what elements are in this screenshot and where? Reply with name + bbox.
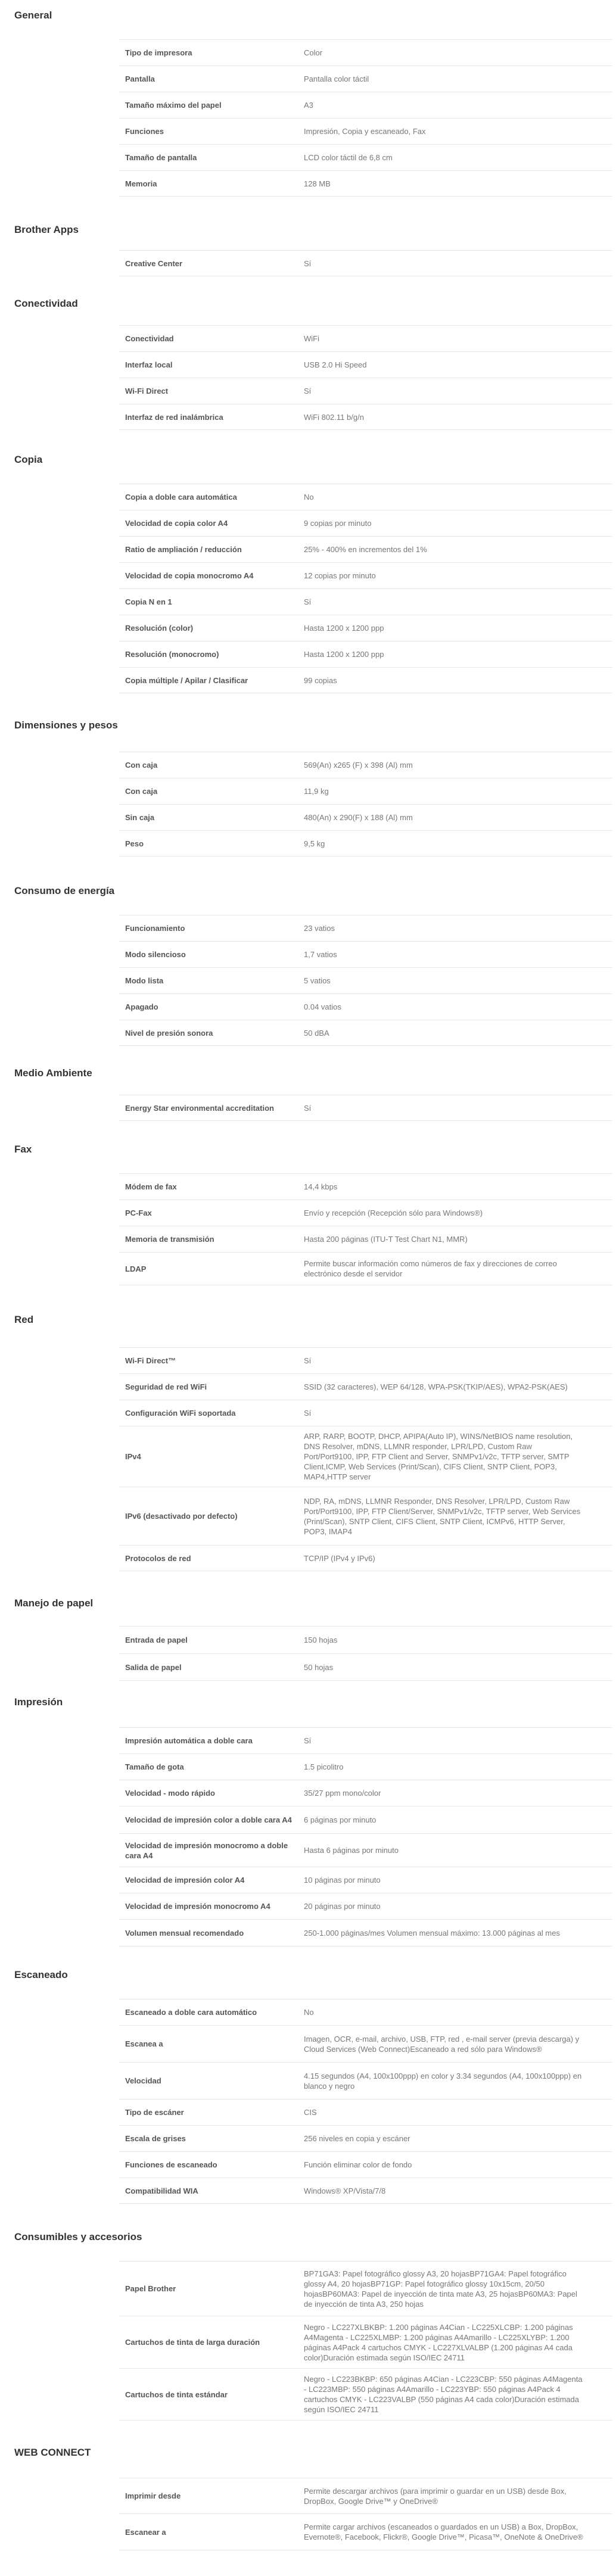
spec-row — [119, 1833, 612, 1867]
spec-value: 23 vatios — [304, 924, 335, 933]
spec-label: Salida de papel — [125, 1662, 182, 1672]
spec-value: Windows® XP/Vista/7/8 — [304, 2186, 386, 2195]
spec-label: Tamaño de gota — [125, 1762, 184, 1771]
spec-row — [119, 2099, 612, 2125]
spec-label: Funciones — [125, 127, 164, 136]
spec-value: 11,9 kg — [304, 787, 329, 796]
spec-row — [119, 250, 612, 276]
spec-row — [119, 830, 612, 856]
spec-label: Tamaño máximo del papel — [125, 101, 222, 110]
spec-row — [119, 1919, 612, 1946]
spec-value: Hasta 1200 x 1200 ppp — [304, 624, 384, 633]
spec-label: Modo lista — [125, 976, 164, 985]
spec-label: Entrada de papel — [125, 1636, 188, 1644]
spec-label: Seguridad de red WiFi — [125, 1382, 207, 1391]
spec-label: Resolución (monocromo) — [125, 650, 219, 659]
spec-row — [119, 2025, 612, 2062]
spec-value: Sí — [304, 1409, 312, 1418]
spec-row — [119, 1095, 612, 1121]
spec-label: Velocidad - modo rápido — [125, 1789, 215, 1798]
spec-label: Tipo de impresora — [125, 48, 192, 57]
section-title-dimensiones: Dimensiones y pesos — [14, 719, 118, 731]
spec-value: Sí — [304, 1356, 312, 1365]
section-title-escaneado: Escaneado — [14, 1969, 68, 1980]
spec-label: LDAP — [125, 1264, 147, 1273]
spec-label: Peso — [125, 839, 144, 848]
section-title-brother-apps: Brother Apps — [14, 224, 79, 235]
spec-value: Hasta 6 páginas por minuto — [304, 1846, 399, 1855]
spec-value: SSID (32 caracteres), WEP 64/128, WPA-PSK(TKIP/AES), WPA2-PSK(AES) — [304, 1382, 568, 1391]
spec-row — [119, 941, 612, 967]
spec-label: Interfaz local — [125, 360, 173, 369]
spec-label: Sin caja — [125, 813, 155, 822]
spec-row — [119, 351, 612, 378]
spec-label: Copia a doble cara automática — [125, 493, 237, 502]
spec-label: Creative Center — [125, 258, 183, 268]
spec-row — [119, 2151, 612, 2178]
section-title-fax: Fax — [14, 1144, 32, 1155]
spec-value: 14,4 kbps — [304, 1182, 338, 1191]
spec-row — [119, 92, 612, 118]
spec-label: Tamaño de pantalla — [125, 153, 197, 162]
spec-label: IPv4 — [125, 1452, 141, 1461]
spec-value: 9 copias por minuto — [304, 519, 372, 528]
spec-value: CIS — [304, 2108, 317, 2117]
spec-label: Memoria — [125, 179, 157, 188]
spec-label: Velocidad de impresión monocromo A4 — [125, 1902, 270, 1911]
spec-label: Con caja — [125, 761, 158, 770]
spec-value: Negro - LC223BKBP: 650 páginas A4Cian - LC223CBP: 550 páginas A4Magenta - LC223MBP: 550 páginas A4Amarillo - LC223YBP: 550 páginas A4Pack 4 cartuchos CMYK - LC223VALBP (550 páginas A4 cada color)Duración estimada según ISO/IEC 24711 — [304, 2375, 583, 2414]
spec-row — [119, 1487, 612, 1545]
spec-row — [119, 510, 612, 536]
spec-value: Sí — [304, 387, 312, 395]
spec-row — [119, 778, 612, 804]
spec-value: 256 niveles en copia y escáner — [304, 2134, 410, 2143]
section-title-copia: Copia — [14, 454, 43, 465]
spec-label: Volumen mensual recomendado — [125, 1928, 244, 1938]
spec-row — [119, 1226, 612, 1252]
spec-value: 5 vatios — [304, 976, 331, 985]
spec-label: Velocidad de copia monocromo A4 — [125, 571, 254, 580]
spec-value: Impresión, Copia y escaneado, Fax — [304, 127, 426, 136]
spec-label: Con caja — [125, 787, 158, 796]
spec-value: LCD color táctil de 6,8 cm — [304, 153, 393, 162]
spec-row — [119, 1252, 612, 1285]
spec-value: 25% - 400% en incrementos del 1% — [304, 545, 427, 554]
spec-value: 50 hojas — [304, 1662, 334, 1672]
spec-value: 6 páginas por minuto — [304, 1815, 377, 1824]
spec-value: 4.15 segundos (A4, 100x100ppp) en color y 3.34 segundos (A4, 100x100ppp) en blanco y negro — [304, 2071, 582, 2091]
spec-row — [119, 39, 612, 66]
spec-label: Velocidad de impresión monocromo a doble cara A4 — [125, 1840, 288, 1860]
spec-label: Escala de grises — [125, 2134, 186, 2143]
spec-value: 12 copias por minuto — [304, 571, 376, 580]
spec-row — [119, 1200, 612, 1226]
section-title-web-connect: WEB CONNECT — [14, 2447, 91, 2458]
spec-value: Permite descargar archivos (para imprimir o guardar en un USB) desde Box, DropBox, Google Drive™ y OneDrive® — [304, 2486, 567, 2506]
spec-row — [119, 66, 612, 92]
spec-row — [119, 915, 612, 941]
spec-value: No — [304, 2008, 314, 2017]
spec-value: BP71GA3: Papel fotográfico glossy A3, 20 hojasBP71GA4: Papel fotográfico glossy A4, 20 hojasBP71GP: Papel fotográfico glossy 10x15cm, 20/50 hojasBP60MA3: Papel de inyección de tinta mate A3, 25 hojasBP60MA3: Papel de inyección de tinta A3, 250 hojas — [304, 2269, 577, 2309]
spec-row — [119, 1545, 612, 1571]
spec-value: Permite buscar información como números de fax y direcciones de correo electrónico desde el servidor — [304, 1259, 557, 1278]
spec-label: Velocidad de copia color A4 — [125, 519, 228, 528]
spec-label: Escanea a — [125, 2039, 163, 2048]
spec-label: Cartuchos de tinta de larga duración — [125, 2338, 260, 2347]
spec-label: Resolución (color) — [125, 624, 194, 633]
spec-row — [119, 2125, 612, 2151]
section-title-impresion: Impresión — [14, 1696, 63, 1708]
spec-row — [119, 615, 612, 641]
spec-row — [119, 2261, 612, 2316]
section-title-conectividad: Conectividad — [14, 298, 78, 309]
spec-row — [119, 2478, 612, 2513]
spec-row — [119, 1753, 612, 1780]
section-title-red: Red — [14, 1314, 34, 1325]
spec-value: WiFi — [304, 334, 319, 343]
spec-label: Ratio de ampliación / reducción — [125, 545, 242, 554]
spec-row — [119, 170, 612, 197]
spec-row — [119, 1173, 612, 1200]
spec-row — [119, 804, 612, 830]
spec-label: Escaneado a doble cara automático — [125, 2008, 257, 2017]
section-title-manejo-papel: Manejo de papel — [14, 1597, 94, 1609]
spec-row — [119, 588, 612, 615]
spec-label: Protocolos de red — [125, 1553, 191, 1563]
spec-value: 50 dBA — [304, 1028, 329, 1038]
spec-label: Papel Brother — [125, 2284, 176, 2293]
section-title-consumibles: Consumibles y accesorios — [14, 2231, 142, 2242]
spec-label: Funcionamiento — [125, 924, 185, 933]
spec-value: 9,5 kg — [304, 839, 325, 848]
spec-value: No — [304, 493, 314, 502]
spec-row — [119, 1020, 612, 1046]
spec-row — [119, 536, 612, 562]
spec-value: 10 páginas por minuto — [304, 1876, 381, 1885]
spec-row — [119, 967, 612, 993]
spec-value: Sí — [304, 597, 312, 606]
spec-value: Permite cargar archivos (escaneados o guardados en un USB) a Box, DropBox, Evernote®, Facebook, Flickr®, Google Drive™, Picasa™, OneNote & OneDrive® — [304, 2522, 583, 2541]
spec-row — [119, 1400, 612, 1426]
spec-value: Color — [304, 48, 323, 57]
spec-row — [119, 1426, 612, 1487]
spec-value: 150 hojas — [304, 1636, 338, 1644]
spec-row — [119, 144, 612, 170]
spec-value: 35/27 ppm mono/color — [304, 1789, 381, 1798]
spec-label: Pantalla — [125, 74, 155, 83]
spec-row — [119, 2062, 612, 2099]
spec-value: Hasta 1200 x 1200 ppp — [304, 650, 384, 659]
spec-value: Envío y recepción (Recepción sólo para Windows®) — [304, 1208, 483, 1217]
spec-label: Nivel de presión sonora — [125, 1028, 213, 1038]
spec-label: Apagado — [125, 1002, 158, 1011]
spec-value: 1,7 vatios — [304, 950, 337, 959]
spec-value: ARP, RARP, BOOTP, DHCP, APIPA(Auto IP), WINS/NetBIOS name resolution, DNS Resolver, mDNS, LLMNR responder, LPR/LPD, Custom Raw Port/Port9100, IPP, FTP Client and Server, SNMPv1/v2c, TFTP server, SMTP Client,ICMP, Web Services (Print/Scan), CIFS Client, SNTP Client, POP3, MAP4,HTTP server — [304, 1432, 573, 1481]
spec-value: Sí — [304, 1103, 312, 1113]
spec-row — [119, 378, 612, 404]
spec-label: PC-Fax — [125, 1208, 152, 1217]
spec-label: Copia múltiple / Apilar / Clasificar — [125, 675, 248, 685]
spec-label: Velocidad de impresión color A4 — [125, 1876, 245, 1885]
spec-value: 20 páginas por minuto — [304, 1902, 381, 1911]
spec-label: Impresión automática a doble cara — [125, 1736, 253, 1745]
spec-value: 1.5 picolitro — [304, 1762, 344, 1771]
spec-row — [119, 562, 612, 588]
spec-row — [119, 1780, 612, 1806]
spec-row — [119, 993, 612, 1020]
spec-label: Copia N en 1 — [125, 597, 172, 606]
spec-label: Funciones de escaneado — [125, 2160, 217, 2169]
spec-label: Módem de fax — [125, 1182, 177, 1191]
spec-row — [119, 2513, 612, 2550]
spec-label: Configuración WiFi soportada — [125, 1409, 236, 1418]
spec-value: Hasta 200 páginas (ITU-T Test Chart N1, MMR) — [304, 1235, 468, 1244]
section-title-consumo: Consumo de energía — [14, 885, 115, 896]
spec-row — [119, 752, 612, 778]
spec-row — [119, 404, 612, 430]
spec-value: Sí — [304, 258, 312, 268]
spec-label: Energy Star environmental accreditation — [125, 1103, 274, 1113]
spec-value: A3 — [304, 101, 313, 110]
spec-value: Sí — [304, 1736, 312, 1745]
spec-label: Compatibilidad WIA — [125, 2186, 198, 2195]
spec-row — [119, 1653, 612, 1681]
spec-label: Escanear a — [125, 2527, 166, 2537]
spec-label: Imprimir desde — [125, 2491, 181, 2500]
spec-value: WiFi 802.11 b/g/n — [304, 412, 364, 422]
spec-value: 569(An) x265 (F) x 398 (Al) mm — [304, 761, 413, 770]
spec-value: Función eliminar color de fondo — [304, 2160, 412, 2169]
spec-label: Interfaz de red inalámbrica — [125, 412, 223, 422]
spec-label: Wi-Fi Direct™ — [125, 1356, 176, 1365]
spec-value: USB 2.0 Hi Speed — [304, 360, 367, 369]
spec-value: Imagen, OCR, e-mail, archivo, USB, FTP, red , e-mail server (previa descarga) y Cloud Services (Web Connect)Escaneado a red sólo para Windows® — [304, 2034, 580, 2054]
section-title-general: General — [14, 10, 52, 21]
spec-value: 99 copias — [304, 675, 337, 685]
spec-value: Negro - LC227XLBKBP: 1.200 páginas A4Cian - LC225XLCBP: 1.200 páginas A4Magenta - LC225XLMBP: 1.200 páginas A4Amarillo - LC225XLYBP: 1.200 páginas A4Pack 4 cartuchos CMYK - LC227XLVALBP (1.200 páginas A4 cada color)Duración estimada según ISO/IEC 24711 — [304, 2322, 573, 2362]
spec-value: 0.04 vatios — [304, 1002, 341, 1011]
spec-value: TCP/IP (IPv4 y IPv6) — [304, 1553, 375, 1563]
spec-row — [119, 2178, 612, 2204]
spec-value: NDP, RA, mDNS, LLMNR Responder, DNS Resolver, LPR/LPD, Custom Raw Port/Port9100, IPP, FTP Client/Server, SNMPv1/v2c, TFTP server, Web Services (Print/Scan), SNTP Client, CIFS Client, SNTP Client, ICMPv6, HTTP Server, POP3, IMAP4 — [304, 1496, 581, 1536]
spec-row — [119, 484, 612, 510]
spec-label: IPv6 (desactivado por defecto) — [125, 1512, 238, 1521]
spec-row — [119, 325, 612, 351]
spec-label: Velocidad — [125, 2076, 161, 2085]
spec-label: Velocidad de impresión color a doble cara A4 — [125, 1815, 292, 1824]
spec-row — [119, 1727, 612, 1753]
spec-row — [119, 1893, 612, 1919]
spec-row — [119, 1867, 612, 1893]
spec-value: Pantalla color táctil — [304, 74, 369, 83]
spec-label: Modo silencioso — [125, 950, 186, 959]
spec-row — [119, 1806, 612, 1833]
spec-row — [119, 1626, 612, 1653]
spec-value: 250-1.000 páginas/mes Volumen mensual máximo: 13.000 páginas al mes — [304, 1928, 560, 1938]
spec-row — [119, 1999, 612, 2025]
spec-label: Wi-Fi Direct — [125, 387, 169, 395]
spec-row — [119, 667, 612, 693]
spec-label: Conectividad — [125, 334, 174, 343]
spec-row — [119, 641, 612, 667]
spec-row — [119, 1373, 612, 1400]
spec-label: Memoria de transmisión — [125, 1235, 214, 1244]
spec-row — [119, 2368, 612, 2421]
spec-row — [119, 118, 612, 144]
section-title-medio-ambiente: Medio Ambiente — [14, 1067, 92, 1079]
spec-row — [119, 2316, 612, 2368]
spec-value: 480(An) x 290(F) x 188 (Al) mm — [304, 813, 413, 822]
spec-row — [119, 1347, 612, 1373]
spec-label: Cartuchos de tinta estándar — [125, 2390, 228, 2399]
spec-label: Tipo de escáner — [125, 2108, 184, 2117]
spec-value: 128 MB — [304, 179, 331, 188]
